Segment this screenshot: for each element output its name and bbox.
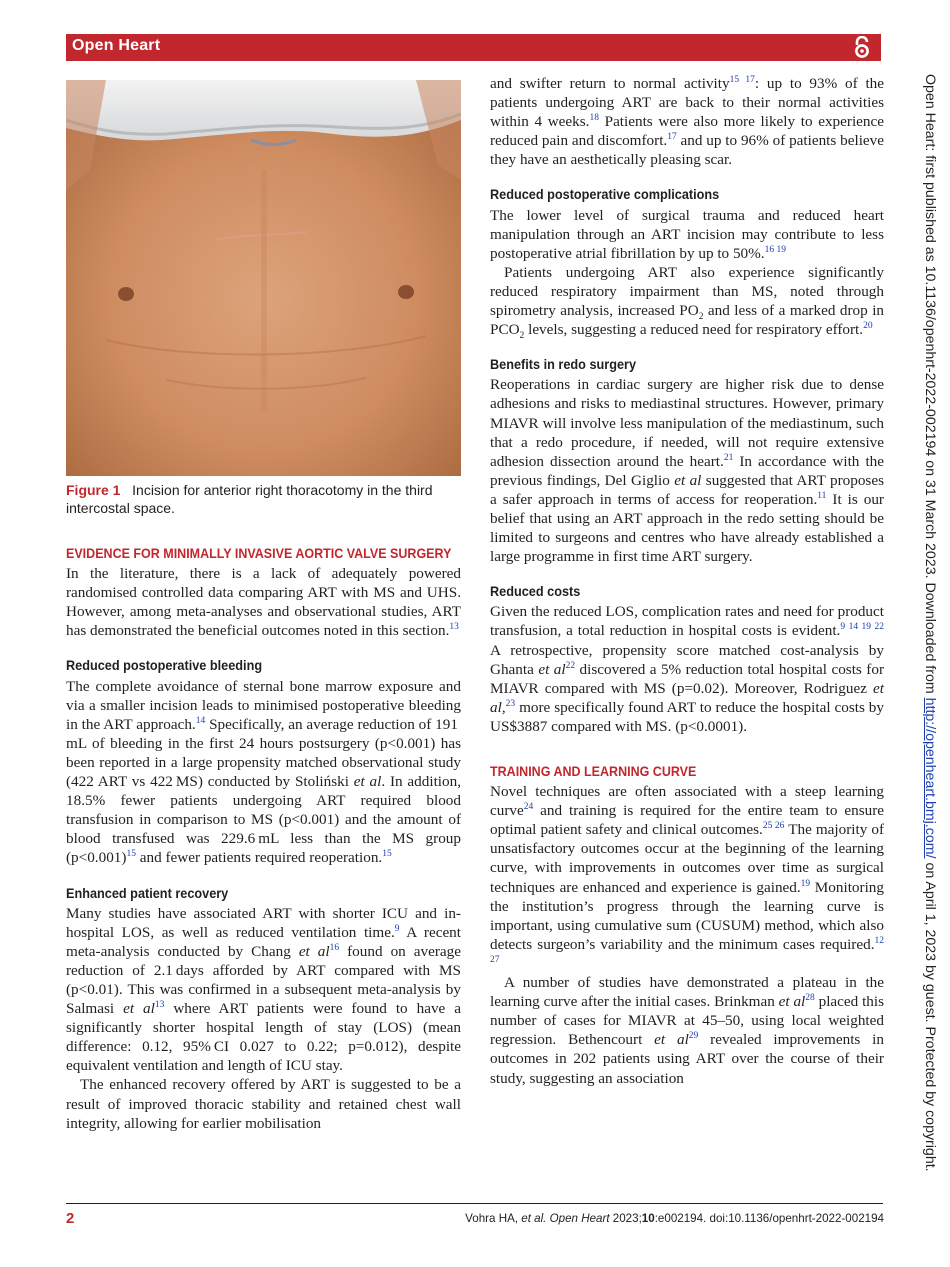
section-heading: TRAINING AND LEARNING CURVE <box>490 764 697 779</box>
subsection-heading: Reduced postoperative bleeding <box>66 658 263 674</box>
download-notice: Open Heart: first published as 10.1136/openhrt-2022-002194 on 31 March 2023. Downloaded from http://openheart.bmj.com/ on April 1, 2023 by guest. Protected by copyright. <box>922 74 938 1172</box>
subsection-heading: Reduced postoperative complications <box>490 187 720 203</box>
subsection-heading: Reduced costs <box>490 584 581 600</box>
paragraph: Reoperations in cardiac surgery are higher risk due to dense adhesions and risks to mediastinal structures. However, primary MIAVR will involve less manipulation of the mediastinum, such that a redo procedure, if needed, will not require extensive adhesion dissection around the heart.$^{21}$ In accordance with the previous findings, Del Giglio et al suggested that ART proposes a safer approach in terms of access for reoperation.$^{11}$ It is our belief that using an ART approach in the redo setting should be limited to surgeons and centres who have already established a large programme in first time ART surgery. <box>490 376 884 566</box>
openheart-link[interactable]: http://openheart.bmj.com/ <box>922 697 938 859</box>
footer-citation: Vohra HA, et al. Open Heart 2023;10:e002194. doi:10.1136/openhrt-2022-002194 <box>465 1212 884 1225</box>
section-heading: EVIDENCE FOR MINIMALLY INVASIVE AORTIC VALVE SURGERY <box>66 546 452 561</box>
paragraph: In the literature, there is a lack of adequately powered randomised controlled data comparing ART with MS and UHS. However, among meta-analyses and observational studies, ART has demonstrated the beneficial outcomes noted in this section.$^{13}$ <box>66 565 461 640</box>
figure-caption: Figure 1 Incision for anterior right thoracotomy in the third intercostal space. <box>66 482 433 516</box>
subsection-heading: Enhanced patient recovery <box>66 885 229 901</box>
paragraph: Given the reduced LOS, complication rates and need for product transfusion, a total reduction in hospital costs is evident.$^{9 14 19 22}$ A retrospective, propensity score matched cost-analysis by Ghanta et $al^{22}$ discovered a 5% reduction total hospital costs for MIAVR compared with MS (p=0.02). Moreover, Rodriguez et al,$^{23}$ more specifically found ART to reduce the hospital costs by US$3887 compared with MS. (p<0.0001). <box>490 603 885 735</box>
open-access-icon <box>853 36 871 59</box>
subsection-heading: Benefits in redo surgery <box>490 357 637 373</box>
right-column <box>490 74 884 1088</box>
paragraph: and swifter return to normal activity$^{15 17}$: up to 93% of the patients undergoing ART are back to their normal activities within 4 weeks.$^{18}$ Patients were also more likely to experience reduced pain and discomfort.$^{17}$ and up to 96% of patients believe they have an aesthetically pleasing scar. <box>490 74 885 169</box>
footer-rule <box>66 1203 883 1204</box>
paragraph: Novel techniques are often associated with a steep learning curve$^{24}$ and training is required for the entire team to ensure optimal patient safety and clinical outcomes.$^{25 26}$ The majority of unsatisfactory outcomes occur at the beginning of the learning curve, with improvements in outcomes over time as surgical techniques are enhanced and experience is gained.$^{19}$ Monitoring the institution’s progress through the learning curve is important, using cumulative sum (CUSUM) method, which also detects surgeon’s variability and the minimum cases required.$^{12 27}$ <box>490 783 884 965</box>
journal-header-bar <box>66 34 881 61</box>
paragraph: Patients undergoing ART also experience significantly reduced respiratory impairment than MS, noted through spirometry analysis, increased $PO_2$ and less of a marked drop in $PCO_2$ levels, suggesting a reduced need for respiratory effort.$^{20}$ <box>490 263 885 342</box>
paragraph: The complete avoidance of sternal bone marrow exposure and via a smaller incision leads to minimised postoperative bleeding in the ART approach.$^{14}$ Specifically, an average reduction of 191 mL of bleeding in the first 24 hours postsurgery (p<0.001) has been reported in a large propensity matched observational study (422 ART vs 422 MS) conducted by Stoliński et al. In addition, 18.5% fewer patients undergoing ART required blood transfusion in comparison to MS (p<0.001) and the amount of blood transfused was 229.6 mL less than the MS group (p<0.001)$^{15}$ and fewer patients required reoperation.$^{15}$ <box>66 677 462 867</box>
page-number: 2 <box>66 1210 75 1227</box>
paragraph: A number of studies have demonstrated a plateau in the learning curve after the initial cases. Brinkman et $al^{28}$ placed this number of cases for MIAVR at 45–50, using local weighted regression. Bethencourt et $al^{29}$ revealed improvements in outcomes in 202 patients using ART over the course of their study, suggesting an association <box>490 974 885 1087</box>
paragraph: Many studies have associated ART with shorter ICU and in-hospital LOS, as well as reduced ventilation time.$^9$ A recent meta-analysis conducted by Chang et $al^{16}$ found on average reduction of 2.1 days afforded by ART compared with MS (p<0.01). This was confirmed in a subsequent meta-analysis by Salmasi et $al^{13}$ where ART patients were found to have a significantly shorter hospital length of stay (LOS) (mean difference: 0.12, 95% CI 0.027 to 0.22; p=0.012), despite equivalent ventilation and length of ICU stay. <box>66 904 462 1075</box>
left-column <box>66 544 461 1133</box>
paragraph: The lower level of surgical trauma and reduced heart manipulation through an ART incision may contribute to less postoperative atrial fibrillation by up to 50%.$^{16 19}$ <box>490 206 884 262</box>
paragraph: The enhanced recovery offered by ART is suggested to be a result of improved thoracic stability and retained chest wall integrity, allowing for earlier mobilisation <box>66 1076 461 1132</box>
journal-title: Open Heart <box>72 37 161 54</box>
figure-photo-chest-incision <box>66 80 461 476</box>
